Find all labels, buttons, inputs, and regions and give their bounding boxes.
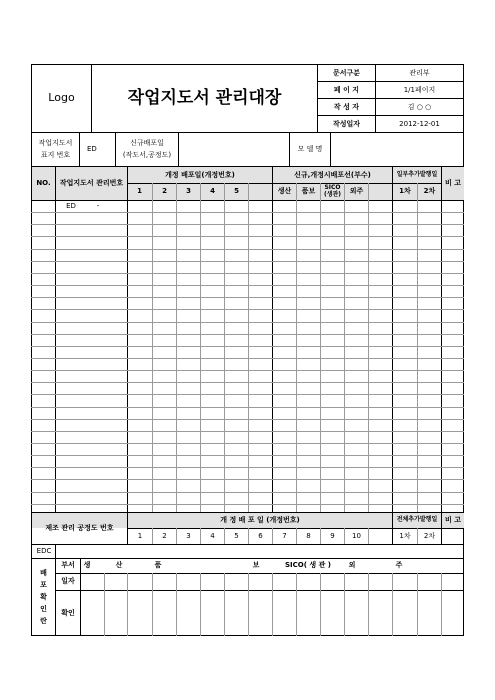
dept-quality-char1: 품 [154,561,162,570]
side-char: 배 [40,568,47,577]
col-mgmt-header: 작업지도서 관리번호 [59,179,124,188]
full-add-header: 전체추가발행일 [396,516,438,524]
distribution-group-header: 신규,개정시배포선(부수) [294,170,371,179]
dept-sico: SICO( 생 관 ) [285,561,331,570]
dist-col-outsourcing: 외주 [349,187,364,196]
cover-number-label-line2: 표지 번호 [40,151,71,159]
info-label: 페 이 지 [333,85,360,94]
new-distribution-label [116,133,178,165]
full-col-1: 1차 [399,531,411,540]
row1-mgmt-prefix[interactable]: ED [66,202,76,211]
footer-rev-col-3: 3 [186,531,191,540]
side-char: 포 [40,580,47,589]
info-value: 2012-12-01 [399,119,440,128]
dept-production-char1: 생 [83,561,91,570]
footer-rev-col-8: 8 [306,531,311,540]
info-value: 김 ○ ○ [407,102,432,111]
mfg-process-number-label: 제조 관리 공정도 번호 [45,524,114,533]
document-title: 작업지도서 관리대장 [127,87,282,108]
partial-add-header: 일부추가발행일 [396,170,438,178]
dept-outsourcing-char2: 주 [395,561,403,570]
model-name-label: 모 델 명 [297,144,323,153]
footer-remarks-header: 비 고 [445,516,461,525]
info-label: 작 성 자 [333,102,360,111]
revision-col-4: 4 [210,187,215,196]
footer-rev-col-10: 10 [352,531,361,540]
sico-label: SICO [324,183,341,191]
footer-rev-col-5: 5 [234,531,239,540]
info-label: 작성일자 [332,119,361,128]
footer-rev-col-4: 4 [210,531,215,540]
dept-quality-char2: 보 [252,561,260,570]
info-value: 1/1페이지 [403,85,436,94]
revision-col-3: 3 [186,187,191,196]
col-no-header: NO. [36,179,51,188]
cover-number-value[interactable]: ED [87,144,97,153]
edc-label: EDC [36,546,52,555]
footer-rev-col-2: 2 [162,531,167,540]
dist-col-sico [321,183,344,200]
dept-outsourcing-char1: 외 [348,561,356,570]
partial-col-1: 1차 [399,187,411,196]
date-label: 일자 [61,577,75,586]
side-char: 란 [40,617,47,626]
info-value: 관리부 [409,68,430,77]
distribution-confirm-side-label [32,558,55,636]
logo-text: Logo [48,91,75,105]
dept-production-char2: 산 [115,561,123,570]
revision-col-1: 1 [137,187,142,196]
footer-rev-col-1: 1 [137,531,143,540]
footer-rev-col-7: 7 [282,531,287,540]
info-label: 문서구분 [332,68,361,77]
row1-mgmt-dash[interactable]: - [96,202,100,211]
new-distribution-label-line1: 신규배포일 [130,138,164,147]
new-distribution-label-line2: (작도서,공정도) [122,151,172,159]
sico-sub-label: (생관) [323,190,342,198]
revision-distribution-header: 개정 배포일(개정번호) [165,170,235,179]
check-label: 확인 [61,608,75,617]
partial-col-2: 2차 [423,187,436,196]
dist-col-quality: 품보 [301,187,316,196]
side-char: 확 [40,592,47,601]
footer-revision-header: 개 정 배 포 일 (개정번호) [220,516,300,525]
footer-rev-col-9: 9 [330,531,335,540]
side-char: 인 [40,605,47,614]
cover-number-label [32,133,79,165]
full-col-2: 2차 [423,531,436,540]
remarks-header: 비 고 [445,179,461,188]
dist-col-production: 생산 [277,187,292,196]
footer-rev-col-6: 6 [258,531,263,540]
revision-col-2: 2 [162,187,167,196]
revision-col-5: 5 [234,187,239,196]
dept-label: 부서 [61,561,75,570]
cover-number-label-line1: 작업지도서 [38,138,73,147]
